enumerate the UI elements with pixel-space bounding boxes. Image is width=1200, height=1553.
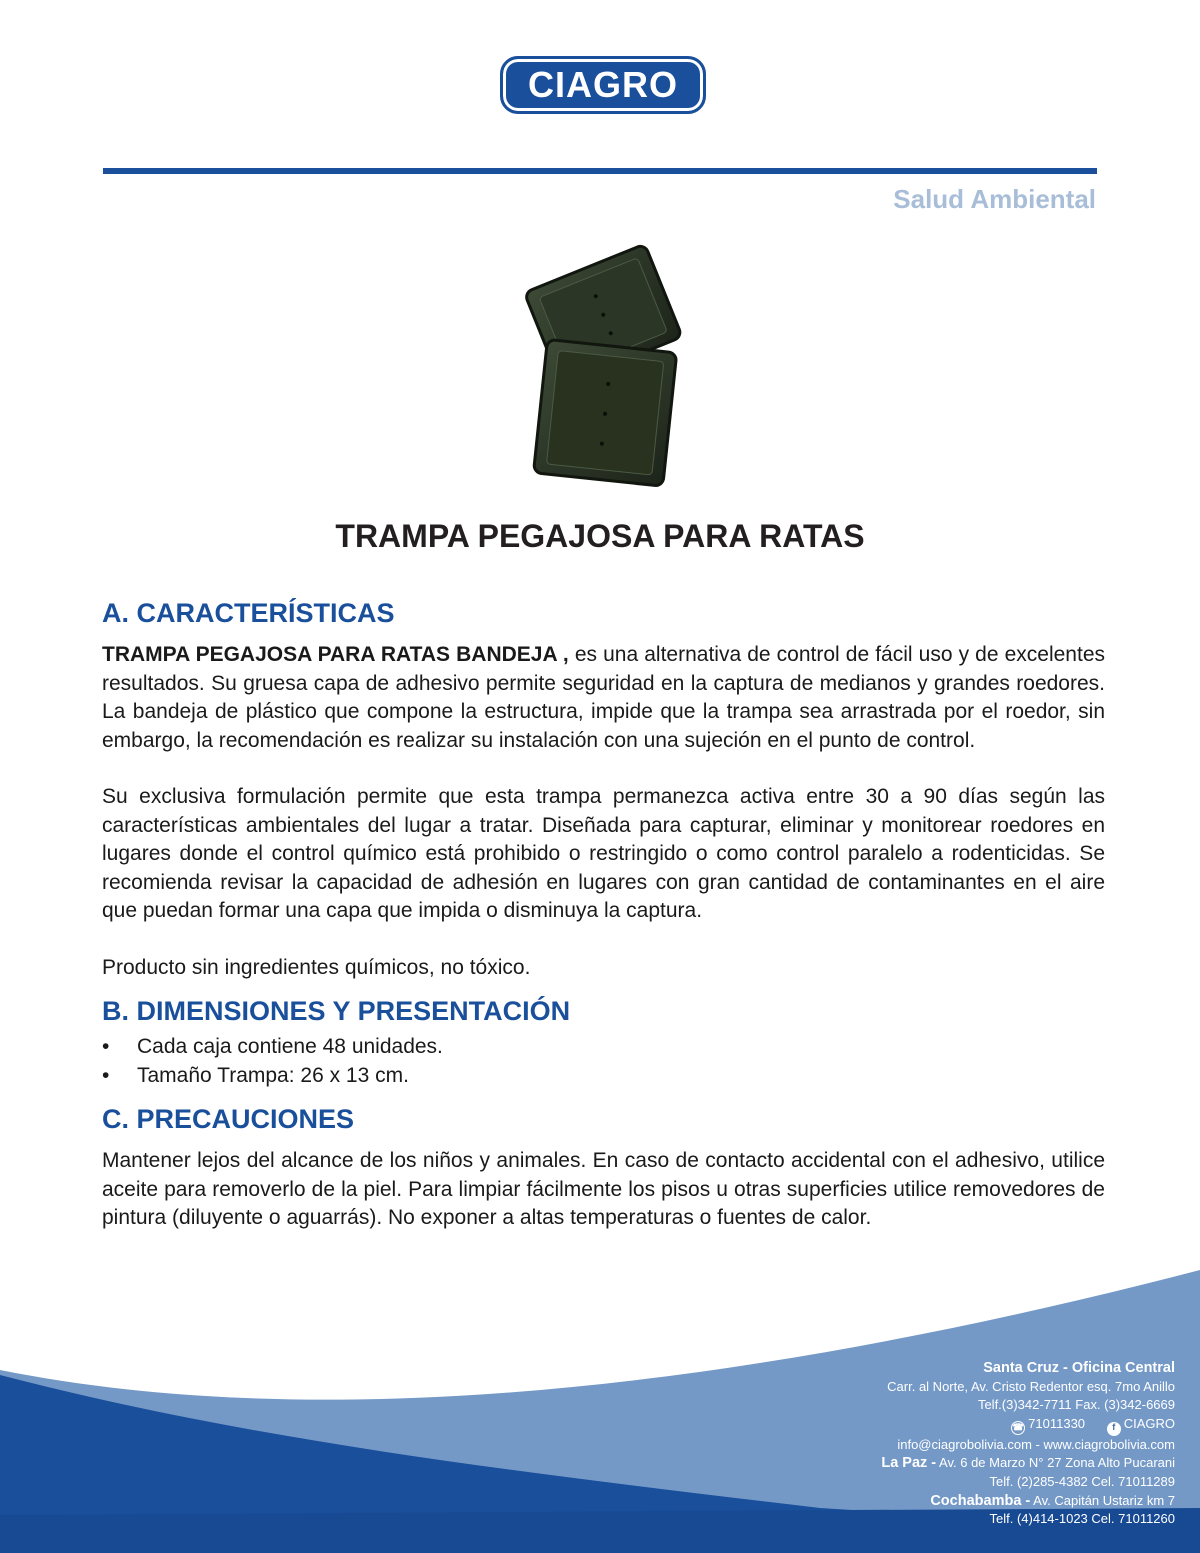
facebook-handle[interactable]: CIAGRO [1123,1415,1175,1431]
office-title: Santa Cruz - Oficina Central [983,1360,1175,1376]
section-a-heading: A. CARACTERÍSTICAS [102,598,395,628]
section-c-paragraph: Mantener lejos del alcance de los niños y animales. En caso de contacto accidental con el adhesivo, utilice aceite para removerlo de la piel. Para limpiar fácilmente los pisos u otras superficies utilice removedores de pintura (diluyente o aguarrás). No exponer a altas temperaturas o fuentes de calor. [102,1149,1105,1229]
lapaz-address: Av. 6 de Marzo N° 27 Zona Alto Pucarani [936,1455,1175,1471]
email-link[interactable]: info@ciagrobolivia.com [897,1436,1032,1452]
section-a-paragraph-1 [102,641,1105,755]
sticky-trap-trays-image [512,244,702,490]
facebook-icon: f [1107,1422,1121,1436]
section-a-paragraph-2: Su exclusiva formulación permite que esta trampa permanezca activa entre 30 a 90 días según las características ambientales del lugar a tratar. Diseñada para capturar, eliminar y monitorear roedores en lugares donde el control químico está prohibido o restringido o como control paralelo a rodenticidas. Se recomienda revisar la capacidad de adhesión en lugares con gran cantidad de contaminantes en el aire que puedan formar una capa que impida o disminuya la captura. [102,785,1105,922]
section-a-paragraph-1-text: es una alternativa de control de fácil uso y de excelentes resultados. Su gruesa capa de adhesivo permite seguridad en la captura de medianos y grandes roedores. La bandeja de plástico que compone la estructura, impide que la trampa sea arrastrada por el roedor, sin embargo, la recomendación es realizar su instalación con una sujeción en el punto de control. [102,643,1105,752]
office-address: Carr. al Norte, Av. Cristo Redentor esq. 7mo Anillo [887,1378,1175,1394]
whatsapp-icon: ☎ [1011,1421,1025,1435]
section-a-paragraph-3: Producto sin ingredientes químicos, no tóxico. [102,955,531,979]
product-title: TRAMPA PEGAJOSA PARA RATAS [335,518,865,554]
header-rule [103,168,1097,174]
contact-info: Santa Cruz - Oficina Central Carr. al Norte, Av. Cristo Redentor esq. 7mo Anillo Telf.(3)342-7711 Fax. (3)342-6669 ☎ 71011330 f CIAGRO info@ciagrobolivia.com - www.ciagrobolivia.com La Paz - Av. 6 de Marzo N° 27 Zona Alto Pucarani Telf. (2)285-4382 Cel. 71011289 Cochabamba - Av. Capitán Ustariz km 7 Telf. (4)414-1023 Cel. 71011260 [881,1359,1175,1529]
office-phones: Telf.(3)342-7711 Fax. (3)342-6669 [977,1397,1175,1413]
document-body [102,598,1105,1233]
website-link[interactable]: www.ciagrobolivia.com [1043,1436,1175,1452]
logo-text: CIAGRO [528,64,678,105]
lapaz-phones: Telf. (2)285-4382 Cel. 71011289 [989,1473,1175,1489]
lapaz-label: La Paz - [881,1455,937,1472]
section-c-heading: C. PRECAUCIONES [102,1104,355,1134]
front-tray [533,339,676,486]
cochabamba-phones: Telf. (4)414-1023 Cel. 71011260 [989,1511,1175,1527]
cochabamba-label: Cochabamba - [930,1492,1031,1509]
section-b-list [102,1033,1105,1090]
cochabamba-address: Av. Capitán Ustariz km 7 [1030,1492,1175,1508]
section-b-heading: B. DIMENSIONES Y PRESENTACIÓN [102,996,571,1026]
ciagro-logo [500,56,706,114]
product-name-bold: TRAMPA PEGAJOSA PARA RATAS BANDEJA , [102,643,569,666]
whatsapp-number: 71011330 [1028,1415,1086,1431]
list-item: • Tamaño Trampa: 26 x 13 cm. [102,1062,1105,1091]
list-item: • Cada caja contiene 48 unidades. [102,1033,1105,1062]
division-label: Salud Ambiental [893,184,1096,214]
